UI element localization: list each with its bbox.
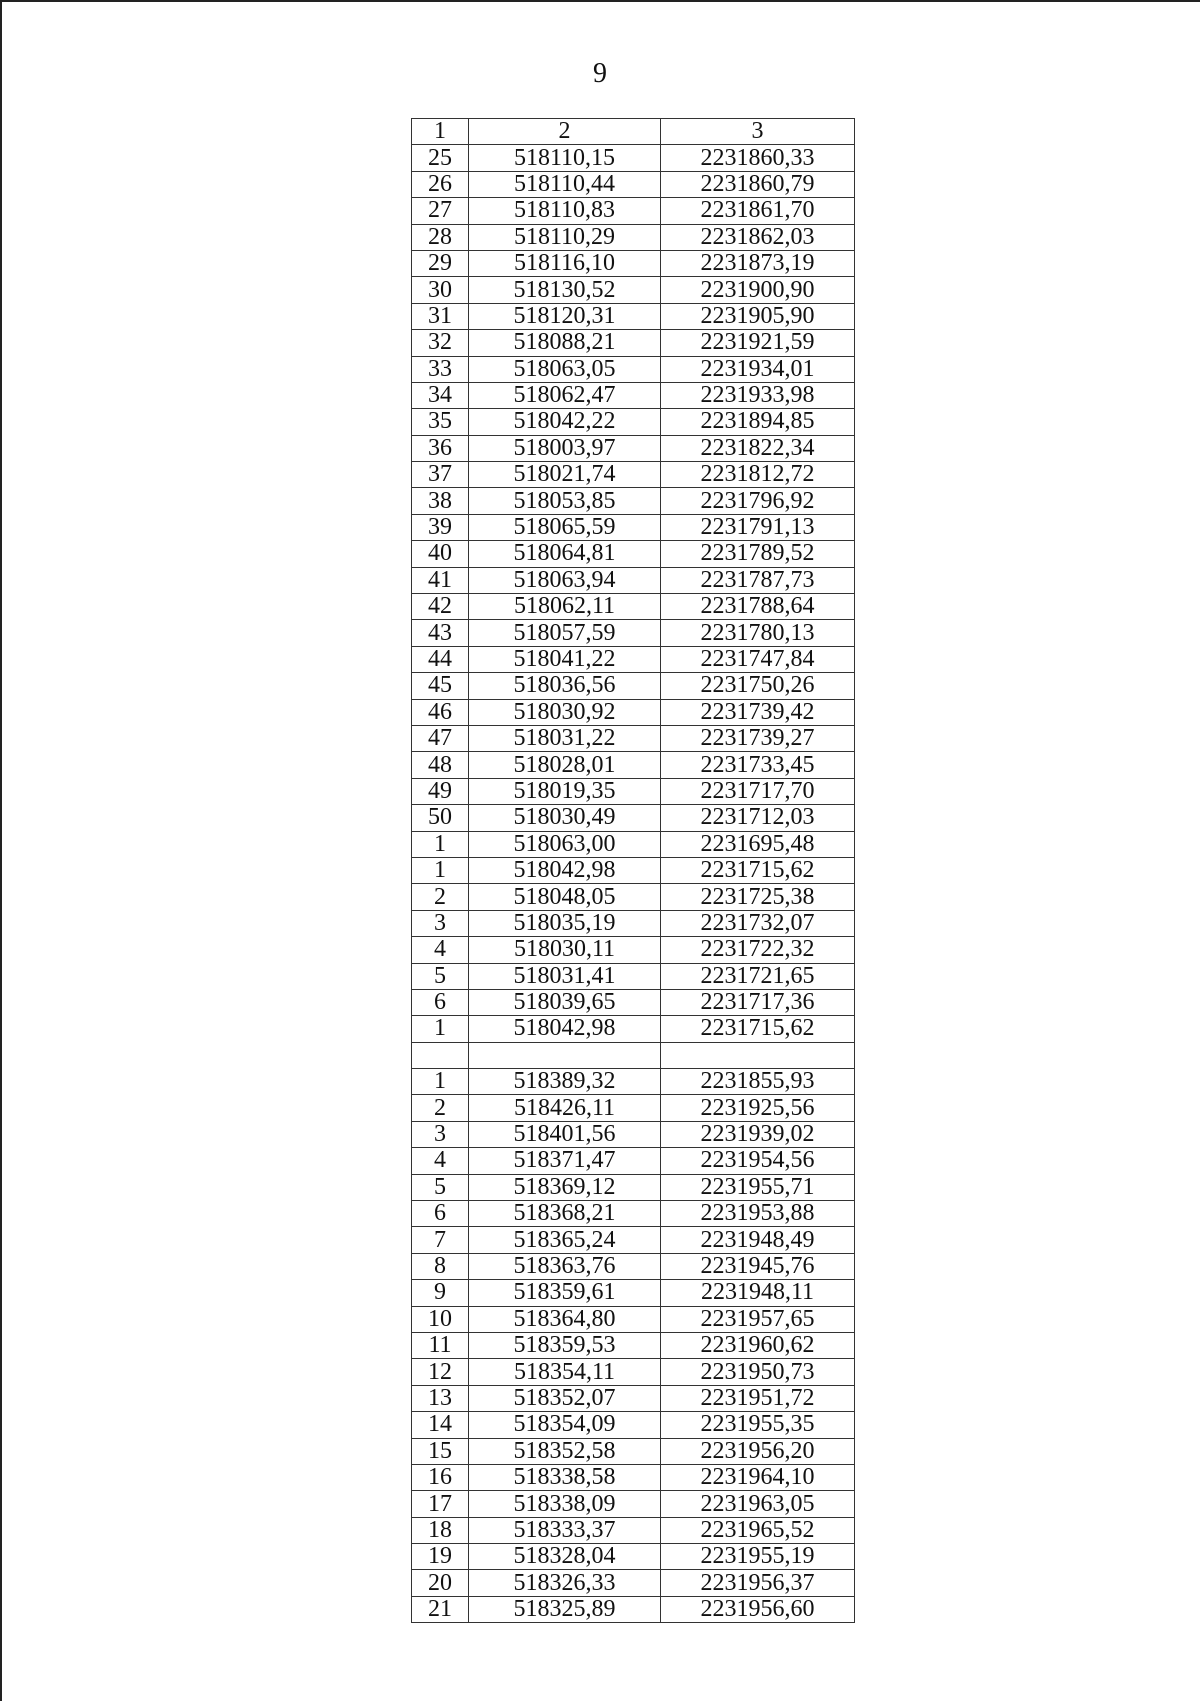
point-number-cell: 37 bbox=[412, 462, 469, 488]
table-row bbox=[412, 1095, 855, 1121]
x-coordinate-cell: 518042,98 bbox=[469, 1016, 661, 1042]
page-edge-top bbox=[0, 0, 1200, 2]
y-coordinate-cell: 2231955,35 bbox=[661, 1412, 855, 1438]
y-coordinate-cell: 2231717,36 bbox=[661, 989, 855, 1015]
x-coordinate-cell: 518363,76 bbox=[469, 1253, 661, 1279]
table-row bbox=[412, 1227, 855, 1253]
point-number-cell: 8 bbox=[412, 1253, 469, 1279]
table-row bbox=[412, 277, 855, 303]
y-coordinate-cell: 2231721,65 bbox=[661, 963, 855, 989]
table-body bbox=[412, 145, 855, 1623]
point-number-cell: 6 bbox=[412, 1201, 469, 1227]
y-coordinate-cell: 2231695,48 bbox=[661, 831, 855, 857]
point-number-cell: 14 bbox=[412, 1412, 469, 1438]
y-coordinate-cell: 2231953,88 bbox=[661, 1201, 855, 1227]
x-coordinate-cell: 518371,47 bbox=[469, 1148, 661, 1174]
point-number-cell: 33 bbox=[412, 356, 469, 382]
y-coordinate-cell: 2231780,13 bbox=[661, 620, 855, 646]
table-row bbox=[412, 330, 855, 356]
point-number-cell: 13 bbox=[412, 1385, 469, 1411]
table-row bbox=[412, 1174, 855, 1200]
x-coordinate-cell: 518110,29 bbox=[469, 224, 661, 250]
y-coordinate-cell: 2231948,49 bbox=[661, 1227, 855, 1253]
table-row bbox=[412, 1438, 855, 1464]
point-number-cell: 30 bbox=[412, 277, 469, 303]
y-coordinate-cell: 2231739,42 bbox=[661, 699, 855, 725]
x-coordinate-cell: 518088,21 bbox=[469, 330, 661, 356]
table-row bbox=[412, 514, 855, 540]
table-row bbox=[412, 382, 855, 408]
table-row bbox=[412, 250, 855, 276]
y-coordinate-cell: 2231963,05 bbox=[661, 1491, 855, 1517]
y-coordinate-cell: 2231950,73 bbox=[661, 1359, 855, 1385]
table-row bbox=[412, 145, 855, 171]
x-coordinate-cell: 518041,22 bbox=[469, 646, 661, 672]
point-number-cell: 27 bbox=[412, 198, 469, 224]
y-coordinate-cell: 2231900,90 bbox=[661, 277, 855, 303]
x-coordinate-cell: 518031,22 bbox=[469, 725, 661, 751]
y-coordinate-cell: 2231715,62 bbox=[661, 1016, 855, 1042]
x-coordinate-cell: 518352,58 bbox=[469, 1438, 661, 1464]
table-row bbox=[412, 1412, 855, 1438]
y-coordinate-cell: 2231715,62 bbox=[661, 857, 855, 883]
coordinates-table bbox=[411, 118, 855, 1623]
x-coordinate-cell: 518057,59 bbox=[469, 620, 661, 646]
point-number-cell: 36 bbox=[412, 435, 469, 461]
point-number-cell: 2 bbox=[412, 1095, 469, 1121]
y-coordinate-cell: 2231733,45 bbox=[661, 752, 855, 778]
point-number-cell: 16 bbox=[412, 1464, 469, 1490]
y-coordinate-cell: 2231796,92 bbox=[661, 488, 855, 514]
table-row bbox=[412, 1544, 855, 1570]
point-number-cell: 1 bbox=[412, 1016, 469, 1042]
table-row bbox=[412, 462, 855, 488]
point-number-cell: 32 bbox=[412, 330, 469, 356]
table-row bbox=[412, 725, 855, 751]
table-row bbox=[412, 356, 855, 382]
table-row bbox=[412, 1332, 855, 1358]
x-coordinate-cell: 518364,80 bbox=[469, 1306, 661, 1332]
table-row bbox=[412, 1121, 855, 1147]
y-coordinate-cell: 2231789,52 bbox=[661, 541, 855, 567]
point-number-cell: 12 bbox=[412, 1359, 469, 1385]
page-edge-left bbox=[0, 0, 2, 1701]
table-row bbox=[412, 171, 855, 197]
y-coordinate-cell: 2231788,64 bbox=[661, 594, 855, 620]
y-coordinate-cell bbox=[661, 1042, 855, 1068]
y-coordinate-cell: 2231894,85 bbox=[661, 409, 855, 435]
point-number-cell: 1 bbox=[412, 1069, 469, 1095]
point-number-cell: 21 bbox=[412, 1596, 469, 1622]
point-number-cell: 41 bbox=[412, 567, 469, 593]
x-coordinate-cell: 518048,05 bbox=[469, 884, 661, 910]
x-coordinate-cell: 518065,59 bbox=[469, 514, 661, 540]
table-row bbox=[412, 673, 855, 699]
y-coordinate-cell: 2231939,02 bbox=[661, 1121, 855, 1147]
table-row bbox=[412, 1280, 855, 1306]
y-coordinate-cell: 2231861,70 bbox=[661, 198, 855, 224]
x-coordinate-cell: 518053,85 bbox=[469, 488, 661, 514]
x-coordinate-cell: 518042,22 bbox=[469, 409, 661, 435]
y-coordinate-cell: 2231717,70 bbox=[661, 778, 855, 804]
point-number-cell: 40 bbox=[412, 541, 469, 567]
table-row bbox=[412, 857, 855, 883]
table-row bbox=[412, 963, 855, 989]
y-coordinate-cell: 2231954,56 bbox=[661, 1148, 855, 1174]
x-coordinate-cell: 518063,05 bbox=[469, 356, 661, 382]
header-cell-1: 1 bbox=[412, 119, 469, 145]
table-row bbox=[412, 937, 855, 963]
table-row bbox=[412, 1570, 855, 1596]
x-coordinate-cell: 518003,97 bbox=[469, 435, 661, 461]
y-coordinate-cell: 2231862,03 bbox=[661, 224, 855, 250]
y-coordinate-cell: 2231964,10 bbox=[661, 1464, 855, 1490]
x-coordinate-cell: 518325,89 bbox=[469, 1596, 661, 1622]
y-coordinate-cell: 2231812,72 bbox=[661, 462, 855, 488]
x-coordinate-cell: 518030,92 bbox=[469, 699, 661, 725]
point-number-cell: 19 bbox=[412, 1544, 469, 1570]
point-number-cell: 49 bbox=[412, 778, 469, 804]
y-coordinate-cell: 2231960,62 bbox=[661, 1332, 855, 1358]
point-number-cell: 35 bbox=[412, 409, 469, 435]
table-row bbox=[412, 1069, 855, 1095]
point-number-cell: 5 bbox=[412, 963, 469, 989]
y-coordinate-cell: 2231951,72 bbox=[661, 1385, 855, 1411]
y-coordinate-cell: 2231860,79 bbox=[661, 171, 855, 197]
y-coordinate-cell: 2231956,20 bbox=[661, 1438, 855, 1464]
point-number-cell: 31 bbox=[412, 303, 469, 329]
x-coordinate-cell: 518110,15 bbox=[469, 145, 661, 171]
point-number-cell bbox=[412, 1042, 469, 1068]
table-row bbox=[412, 224, 855, 250]
table-row bbox=[412, 1464, 855, 1490]
x-coordinate-cell: 518030,49 bbox=[469, 805, 661, 831]
y-coordinate-cell: 2231822,34 bbox=[661, 435, 855, 461]
x-coordinate-cell: 518368,21 bbox=[469, 1201, 661, 1227]
y-coordinate-cell: 2231925,56 bbox=[661, 1095, 855, 1121]
x-coordinate-cell: 518064,81 bbox=[469, 541, 661, 567]
table-row bbox=[412, 303, 855, 329]
point-number-cell: 4 bbox=[412, 1148, 469, 1174]
x-coordinate-cell: 518110,83 bbox=[469, 198, 661, 224]
y-coordinate-cell: 2231855,93 bbox=[661, 1069, 855, 1095]
y-coordinate-cell: 2231956,37 bbox=[661, 1570, 855, 1596]
table-row bbox=[412, 541, 855, 567]
x-coordinate-cell: 518120,31 bbox=[469, 303, 661, 329]
x-coordinate-cell: 518328,04 bbox=[469, 1544, 661, 1570]
point-number-cell: 50 bbox=[412, 805, 469, 831]
y-coordinate-cell: 2231921,59 bbox=[661, 330, 855, 356]
point-number-cell: 2 bbox=[412, 884, 469, 910]
x-coordinate-cell: 518110,44 bbox=[469, 171, 661, 197]
table-row bbox=[412, 989, 855, 1015]
y-coordinate-cell: 2231722,32 bbox=[661, 937, 855, 963]
point-number-cell: 6 bbox=[412, 989, 469, 1015]
x-coordinate-cell: 518063,94 bbox=[469, 567, 661, 593]
point-number-cell: 17 bbox=[412, 1491, 469, 1517]
table-row bbox=[412, 1016, 855, 1042]
x-coordinate-cell: 518039,65 bbox=[469, 989, 661, 1015]
table-row bbox=[412, 488, 855, 514]
x-coordinate-cell: 518326,33 bbox=[469, 1570, 661, 1596]
point-number-cell: 9 bbox=[412, 1280, 469, 1306]
table-spacer-row bbox=[412, 1042, 855, 1068]
table-row bbox=[412, 435, 855, 461]
table-row bbox=[412, 752, 855, 778]
point-number-cell: 3 bbox=[412, 1121, 469, 1147]
table-row bbox=[412, 594, 855, 620]
table-row bbox=[412, 567, 855, 593]
table-row bbox=[412, 620, 855, 646]
table-row bbox=[412, 699, 855, 725]
header-row bbox=[412, 119, 855, 145]
y-coordinate-cell: 2231860,33 bbox=[661, 145, 855, 171]
y-coordinate-cell: 2231957,65 bbox=[661, 1306, 855, 1332]
table-row bbox=[412, 1596, 855, 1622]
point-number-cell: 45 bbox=[412, 673, 469, 699]
y-coordinate-cell: 2231905,90 bbox=[661, 303, 855, 329]
point-number-cell: 39 bbox=[412, 514, 469, 540]
y-coordinate-cell: 2231955,71 bbox=[661, 1174, 855, 1200]
y-coordinate-cell: 2231948,11 bbox=[661, 1280, 855, 1306]
y-coordinate-cell: 2231955,19 bbox=[661, 1544, 855, 1570]
y-coordinate-cell: 2231873,19 bbox=[661, 250, 855, 276]
point-number-cell: 28 bbox=[412, 224, 469, 250]
x-coordinate-cell: 518062,47 bbox=[469, 382, 661, 408]
y-coordinate-cell: 2231933,98 bbox=[661, 382, 855, 408]
x-coordinate-cell: 518389,32 bbox=[469, 1069, 661, 1095]
point-number-cell: 1 bbox=[412, 831, 469, 857]
point-number-cell: 47 bbox=[412, 725, 469, 751]
x-coordinate-cell: 518028,01 bbox=[469, 752, 661, 778]
x-coordinate-cell: 518021,74 bbox=[469, 462, 661, 488]
point-number-cell: 5 bbox=[412, 1174, 469, 1200]
x-coordinate-cell: 518031,41 bbox=[469, 963, 661, 989]
point-number-cell: 43 bbox=[412, 620, 469, 646]
table-row bbox=[412, 409, 855, 435]
y-coordinate-cell: 2231934,01 bbox=[661, 356, 855, 382]
point-number-cell: 38 bbox=[412, 488, 469, 514]
point-number-cell: 42 bbox=[412, 594, 469, 620]
table-row bbox=[412, 1306, 855, 1332]
x-coordinate-cell: 518338,58 bbox=[469, 1464, 661, 1490]
x-coordinate-cell: 518035,19 bbox=[469, 910, 661, 936]
point-number-cell: 4 bbox=[412, 937, 469, 963]
y-coordinate-cell: 2231787,73 bbox=[661, 567, 855, 593]
y-coordinate-cell: 2231945,76 bbox=[661, 1253, 855, 1279]
point-number-cell: 48 bbox=[412, 752, 469, 778]
x-coordinate-cell: 518062,11 bbox=[469, 594, 661, 620]
x-coordinate-cell: 518063,00 bbox=[469, 831, 661, 857]
x-coordinate-cell: 518369,12 bbox=[469, 1174, 661, 1200]
y-coordinate-cell: 2231725,38 bbox=[661, 884, 855, 910]
table-row bbox=[412, 1491, 855, 1517]
x-coordinate-cell: 518426,11 bbox=[469, 1095, 661, 1121]
x-coordinate-cell: 518354,11 bbox=[469, 1359, 661, 1385]
point-number-cell: 25 bbox=[412, 145, 469, 171]
table-row bbox=[412, 1517, 855, 1543]
point-number-cell: 11 bbox=[412, 1332, 469, 1358]
point-number-cell: 18 bbox=[412, 1517, 469, 1543]
table-row bbox=[412, 778, 855, 804]
table-row bbox=[412, 1385, 855, 1411]
x-coordinate-cell: 518401,56 bbox=[469, 1121, 661, 1147]
x-coordinate-cell: 518338,09 bbox=[469, 1491, 661, 1517]
point-number-cell: 3 bbox=[412, 910, 469, 936]
x-coordinate-cell: 518359,53 bbox=[469, 1332, 661, 1358]
y-coordinate-cell: 2231732,07 bbox=[661, 910, 855, 936]
point-number-cell: 15 bbox=[412, 1438, 469, 1464]
point-number-cell: 46 bbox=[412, 699, 469, 725]
x-coordinate-cell: 518030,11 bbox=[469, 937, 661, 963]
page-number: 9 bbox=[593, 58, 607, 89]
y-coordinate-cell: 2231739,27 bbox=[661, 725, 855, 751]
point-number-cell: 26 bbox=[412, 171, 469, 197]
x-coordinate-cell: 518036,56 bbox=[469, 673, 661, 699]
x-coordinate-cell: 518130,52 bbox=[469, 277, 661, 303]
x-coordinate-cell: 518365,24 bbox=[469, 1227, 661, 1253]
table-row bbox=[412, 910, 855, 936]
header-cell-3: 3 bbox=[661, 119, 855, 145]
y-coordinate-cell: 2231750,26 bbox=[661, 673, 855, 699]
point-number-cell: 29 bbox=[412, 250, 469, 276]
x-coordinate-cell: 518042,98 bbox=[469, 857, 661, 883]
table-row bbox=[412, 884, 855, 910]
table-header bbox=[412, 119, 855, 145]
point-number-cell: 1 bbox=[412, 857, 469, 883]
header-cell-2: 2 bbox=[469, 119, 661, 145]
y-coordinate-cell: 2231747,84 bbox=[661, 646, 855, 672]
y-coordinate-cell: 2231965,52 bbox=[661, 1517, 855, 1543]
table-row bbox=[412, 1148, 855, 1174]
point-number-cell: 44 bbox=[412, 646, 469, 672]
table-row bbox=[412, 1201, 855, 1227]
x-coordinate-cell: 518352,07 bbox=[469, 1385, 661, 1411]
x-coordinate-cell: 518333,37 bbox=[469, 1517, 661, 1543]
table-row bbox=[412, 646, 855, 672]
point-number-cell: 20 bbox=[412, 1570, 469, 1596]
table-row bbox=[412, 1253, 855, 1279]
table-row bbox=[412, 1359, 855, 1385]
x-coordinate-cell: 518116,10 bbox=[469, 250, 661, 276]
x-coordinate-cell: 518354,09 bbox=[469, 1412, 661, 1438]
x-coordinate-cell: 518019,35 bbox=[469, 778, 661, 804]
y-coordinate-cell: 2231956,60 bbox=[661, 1596, 855, 1622]
table-row bbox=[412, 198, 855, 224]
y-coordinate-cell: 2231712,03 bbox=[661, 805, 855, 831]
x-coordinate-cell bbox=[469, 1042, 661, 1068]
point-number-cell: 34 bbox=[412, 382, 469, 408]
table-row bbox=[412, 831, 855, 857]
point-number-cell: 10 bbox=[412, 1306, 469, 1332]
y-coordinate-cell: 2231791,13 bbox=[661, 514, 855, 540]
point-number-cell: 7 bbox=[412, 1227, 469, 1253]
table-row bbox=[412, 805, 855, 831]
x-coordinate-cell: 518359,61 bbox=[469, 1280, 661, 1306]
